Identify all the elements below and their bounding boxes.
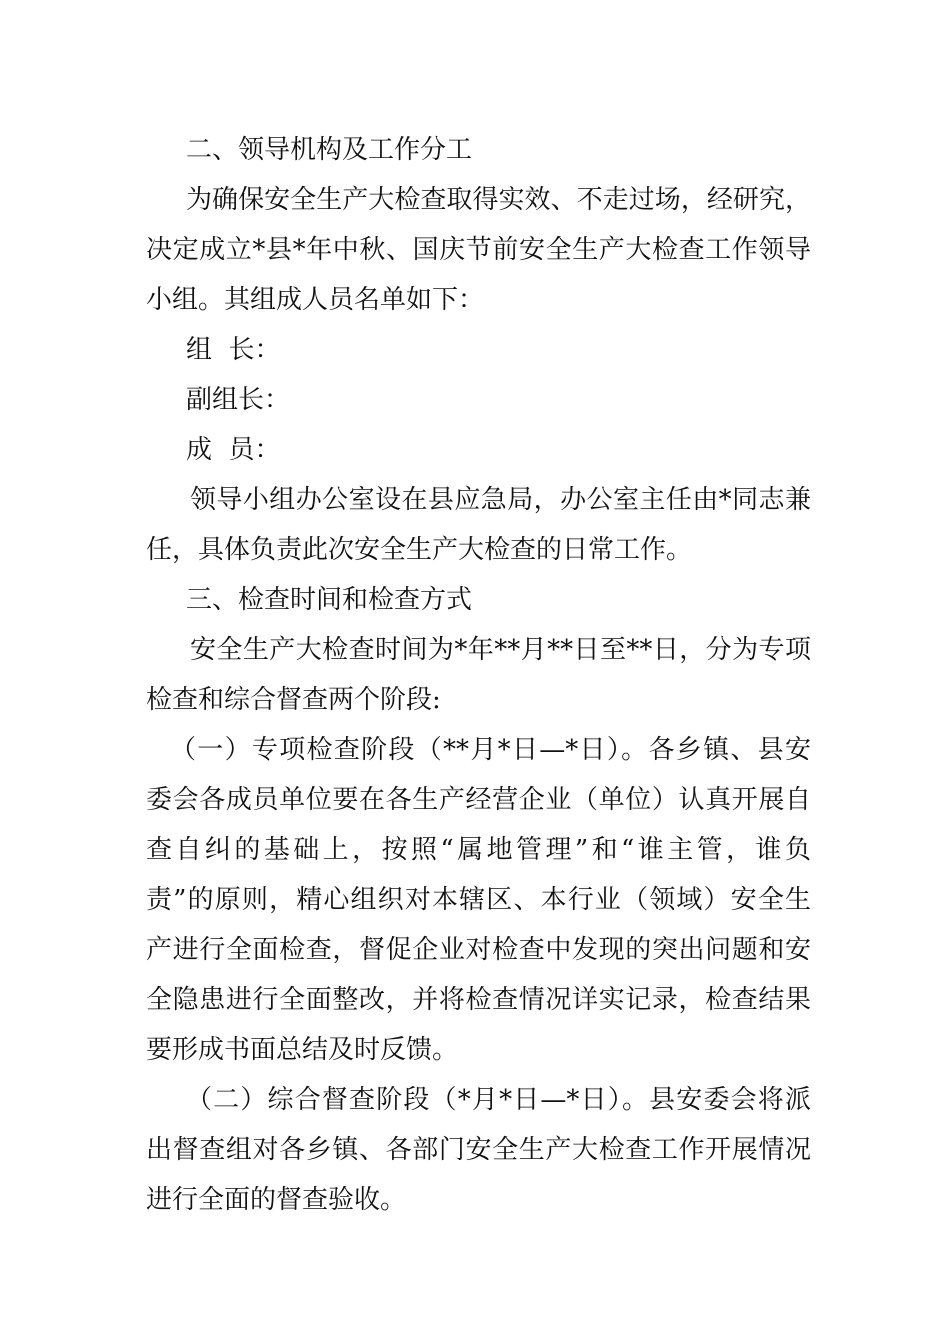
section-heading-leadership: 二、领导机构及工作分工 <box>186 135 473 165</box>
paragraph-line: 为确保安全生产大检查取得实效、不走过场，经研究， <box>186 185 811 215</box>
paragraph-line: 小组。其组成人员名单如下： <box>146 285 485 315</box>
paragraph-line: 决定成立*县*年中秋、国庆节前安全生产大检查工作领导 <box>146 235 811 265</box>
paragraph-line: 全隐患进行全面整改，并将检查情况详实记录，检查结果 <box>146 985 811 1015</box>
section-heading-inspection: 三、检查时间和检查方式 <box>186 585 473 615</box>
paragraph-line: 出督查组对各乡镇、各部门安全生产大检查工作开展情况 <box>146 1135 811 1165</box>
paragraph-line: 进行全面的督查验收。 <box>146 1185 407 1215</box>
paragraph-line: 检查和综合督查两个阶段: <box>146 685 441 715</box>
paragraph-line: 责”的原则，精心组织对本辖区、本行业（领域）安全生 <box>146 885 811 915</box>
leader-label: 组 长： <box>186 335 281 365</box>
paragraph-line: 任，具体负责此次安全生产大检查的日常工作。 <box>146 535 693 565</box>
paragraph-line: （一）专项检查阶段（**月*日—*日）。各乡镇、县安 <box>170 735 811 765</box>
paragraph-line: 产进行全面检查，督促企业对检查中发现的突出问题和安 <box>146 935 811 965</box>
paragraph-line: 领导小组办公室设在县应急局，办公室主任由*同志兼 <box>190 485 811 515</box>
paragraph-line: （二）综合督查阶段（*月*日—*日）。县安委会将派 <box>186 1085 811 1115</box>
members-label: 成 员： <box>186 435 281 465</box>
paragraph-line: 查自纠的基础上，按照“属地管理”和“谁主管，谁负 <box>146 835 811 865</box>
paragraph-line: 安全生产大检查时间为*年**月**日至**日，分为专项 <box>190 635 811 665</box>
paragraph-line: 委会各成员单位要在各生产经营企业（单位）认真开展自 <box>146 785 811 815</box>
deputy-leader-label: 副组长： <box>186 385 291 415</box>
paragraph-line: 要形成书面总结及时反馈。 <box>146 1035 459 1065</box>
